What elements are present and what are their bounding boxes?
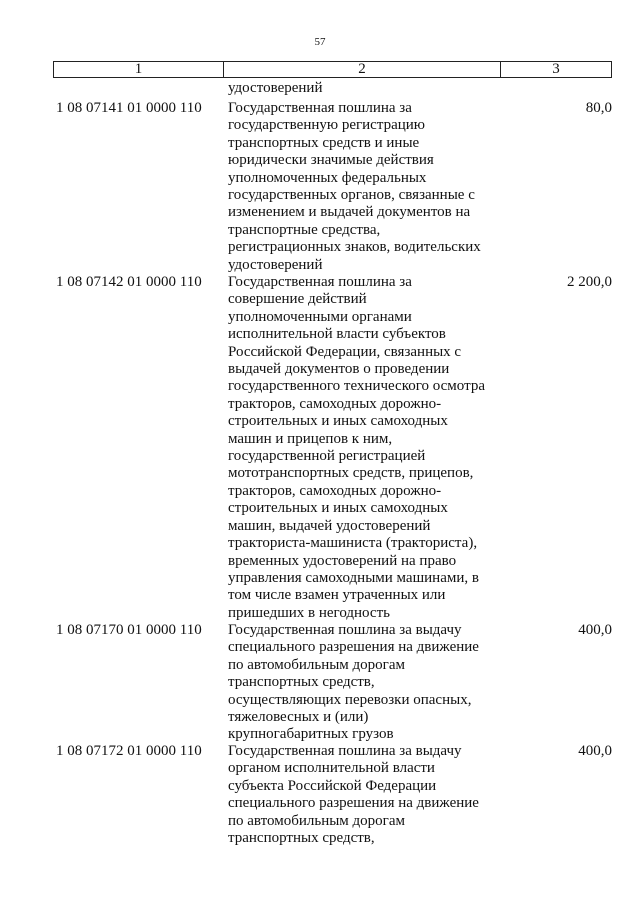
row-1-description-line: уполномоченных федеральных [228, 169, 427, 186]
header-row [54, 62, 612, 78]
row-2-description-line: государственной регистрацией [228, 448, 426, 465]
row-2-description-line: том числе взамен утраченных или [228, 587, 446, 604]
row-3-description [228, 622, 479, 744]
row-1-description-line: изменением и выдачей документов на [228, 204, 471, 221]
row-2-description-line: управления самоходными машинами, в [228, 569, 479, 586]
row-2-description-line: мототранспортных средств, прицепов, [228, 465, 474, 482]
page-number: 57 [314, 36, 326, 48]
row-4-description-line: транспортных средств, [228, 830, 375, 847]
row-2-code: 1 08 07142 01 0000 110 [56, 274, 202, 290]
row-3-description-line: крупногабаритных грузов [228, 726, 394, 743]
row-4-description-line: органом исполнительной власти [228, 760, 435, 777]
row-3-description-line: осуществляющих перевозки опасных, [228, 691, 472, 708]
row-3-amount: 400,0 [578, 622, 612, 638]
row-2-description-line: машин, выдачей удостоверений [228, 517, 431, 534]
row-3-description-line: по автомобильным дорогам [228, 656, 405, 673]
row-2-description-line: тракториста-машиниста (тракториста), [228, 535, 478, 552]
row-4-description-line: по автомобильным дорогам [228, 812, 405, 829]
row-4-description-line: специального разрешения на движение [228, 795, 479, 812]
row-1-amount: 80,0 [585, 100, 612, 116]
row-1-description-line: удостоверений [228, 256, 323, 273]
row-4-amount: 400,0 [578, 743, 612, 759]
row-1-description-line: юридически значимые действия [228, 152, 434, 169]
continuation-line: удостоверений [228, 80, 323, 96]
row-2-description-line: временных удостоверений на право [228, 552, 457, 569]
header-col-3: 3 [501, 62, 612, 78]
row-1-description-line: Государственная пошлина за [228, 100, 412, 116]
row-2-description-line: уполномоченными органами [228, 308, 412, 325]
row-3-description-line: тяжеловесных и (или) [228, 709, 369, 726]
row-1-code: 1 08 07141 01 0000 110 [56, 100, 202, 116]
row-2-description-line: совершение действий [228, 291, 367, 308]
row-4-description-line: субъекта Российской Федерации [228, 777, 437, 794]
row-2-description-line: Российской Федерации, связанных с [228, 343, 462, 360]
row-3-code: 1 08 07170 01 0000 110 [56, 622, 202, 638]
header-col-1: 1 [54, 62, 224, 78]
row-2-description-line: исполнительной власти субъектов [228, 326, 446, 343]
row-2-description-line: пришедших в негодность [228, 604, 390, 621]
row-4-code: 1 08 07172 01 0000 110 [56, 743, 202, 759]
row-2-amount: 2 200,0 [567, 274, 612, 290]
row-2-description-line: тракторов, самоходных дорожно- [228, 482, 442, 499]
row-1-description-line: государственных органов, связанные с [228, 187, 475, 204]
row-1-description-line: регистрационных знаков, водительских [228, 239, 481, 256]
row-1-description [228, 100, 481, 274]
row-2-description-line: Государственная пошлина за [228, 274, 412, 290]
row-4-description [228, 743, 479, 847]
row-2-description-line: выдачей документов о проведении [228, 361, 450, 378]
row-4-description-line: Государственная пошлина за выдачу [228, 743, 462, 759]
row-1-description-line: государственную регистрацию [228, 117, 425, 134]
row-1-description-line: транспортные средства, [228, 221, 381, 238]
row-3-description-line: специального разрешения на движение [228, 639, 479, 656]
row-2-description-line: строительных и иных самоходных [228, 413, 448, 430]
row-2-description-line: тракторов, самоходных дорожно- [228, 395, 442, 412]
row-2-description-line: строительных и иных самоходных [228, 500, 448, 517]
row-2-description-line: машин и прицепов к ним, [228, 430, 393, 447]
table-header [53, 61, 612, 78]
row-2-description [228, 274, 485, 622]
row-1-description-line: транспортных средств и иные [228, 134, 420, 151]
row-3-description-line: транспортных средств, [228, 674, 375, 691]
header-col-2: 2 [224, 62, 501, 78]
row-3-description-line: Государственная пошлина за выдачу [228, 622, 462, 638]
row-2-description-line: государственного технического осмотра [228, 378, 485, 395]
